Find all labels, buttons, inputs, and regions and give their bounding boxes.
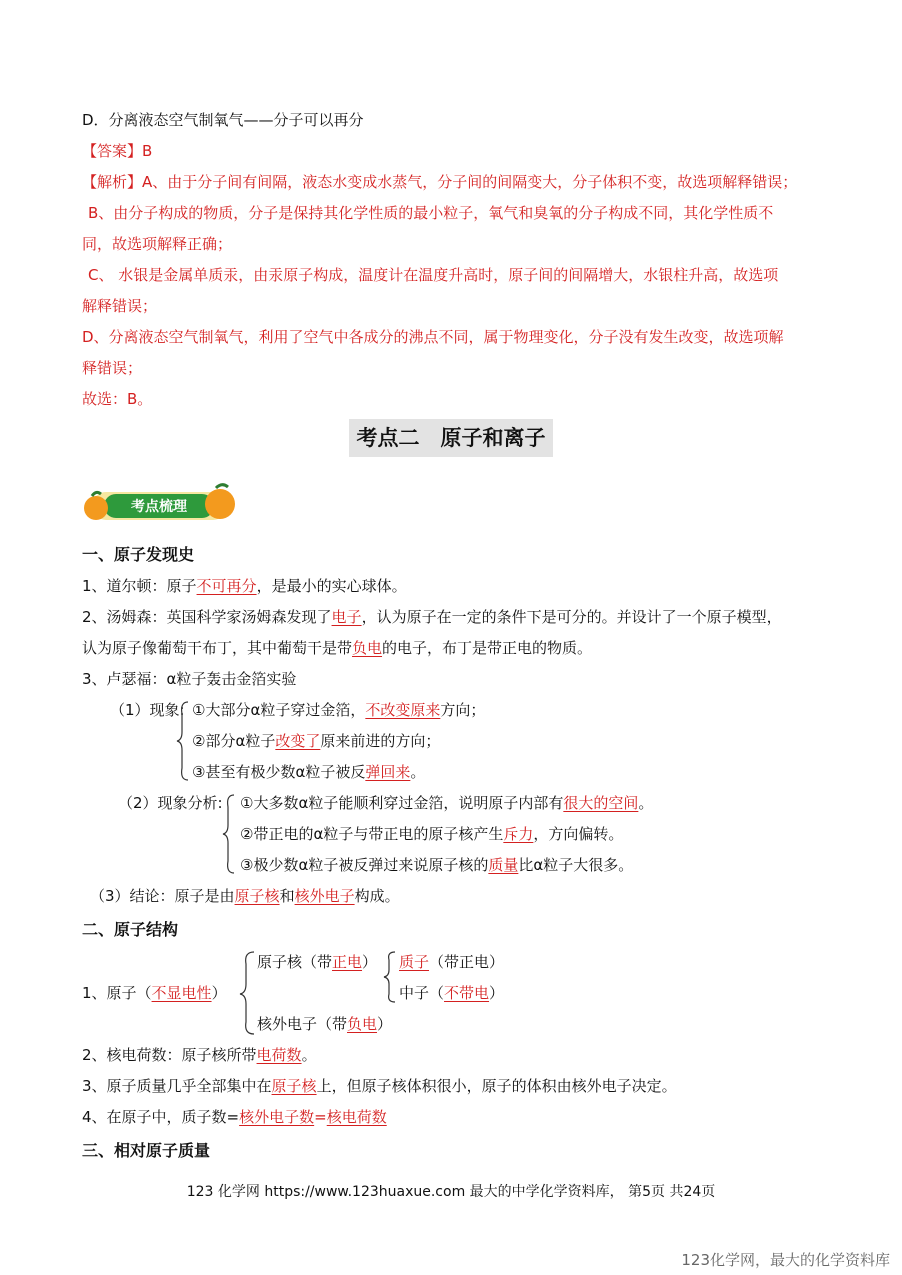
charge-line <box>82 1045 317 1065</box>
analysis-1 <box>240 793 653 813</box>
analysis-d2: 释错误； <box>82 359 143 377</box>
thomson2-post: 的电子，布丁是带正电的物质。 <box>382 639 593 657</box>
phenomena-brace <box>176 700 190 782</box>
analysis-3 <box>240 855 633 875</box>
neutron-pre: 中子（ <box>399 984 445 1002</box>
heading-structure: 二、原子结构 <box>82 920 179 939</box>
electron-line <box>257 1014 392 1034</box>
mass-post: 上，但原子核体积很小，原子的体积由核外电子决定。 <box>316 1077 677 1095</box>
nucleus-answer: 正电 <box>332 953 363 971</box>
charge-post: 。 <box>301 1046 317 1064</box>
ana1-answer: 很大的空间 <box>563 794 639 812</box>
ana3-pre: ③极少数α粒子被反弹过来说原子核的 <box>240 856 489 874</box>
answer-label: 【答案】 <box>82 142 143 160</box>
phen2-answer: 改变了 <box>275 732 321 750</box>
heading-history: 一、原子发现史 <box>82 545 195 564</box>
section-title: 考点二 原子和离子 <box>349 419 553 457</box>
phen2-post: 原来前进的方向； <box>320 732 441 750</box>
badge-label: 考点梳理 <box>131 499 187 515</box>
conclusion-line <box>90 886 400 906</box>
thomson-line-1 <box>82 607 782 627</box>
nucleus-post: ） <box>362 953 378 971</box>
analysis-2 <box>240 824 623 844</box>
charge-answer: 电荷数 <box>256 1046 302 1064</box>
electron-pre: 核外电子（带 <box>257 1015 348 1033</box>
phenomenon-2 <box>192 731 440 751</box>
ana1-pre: ①大多数α粒子能顺利穿过金箔，说明原子内部有 <box>240 794 564 812</box>
analysis-a <box>82 172 797 192</box>
thomson1-pre: 2、汤姆森：英国科学家汤姆森发现了 <box>82 608 332 626</box>
analysis-b1: B、由分子构成的物质，分子是保持其化学性质的最小粒子，氧气和臭氧的分子构成不同，其化学性质不 <box>88 204 774 222</box>
electron-answer: 负电 <box>347 1015 378 1033</box>
badge-graphic <box>82 482 237 526</box>
atom-answer: 不显电性 <box>151 984 212 1002</box>
nucleus-pre: 原子核（带 <box>257 953 333 971</box>
concl-answer-2: 核外电子 <box>294 887 355 905</box>
thomson2-answer: 负电 <box>352 639 383 657</box>
nucleus-brace <box>383 950 397 1004</box>
phen3-post: 。 <box>410 763 426 781</box>
phen1-pre: ①大部分α粒子穿过金箔， <box>192 701 366 719</box>
thomson2-pre: 认为原子像葡萄干布丁，其中葡萄干是带 <box>82 639 353 657</box>
ana2-answer: 斥力 <box>503 825 534 843</box>
equality-line <box>82 1107 387 1127</box>
phenomenon-1 <box>192 700 485 720</box>
topic-badge <box>82 482 237 526</box>
analysis-sub-label: （2）现象分析: <box>118 794 223 812</box>
phen3-answer: 弹回来 <box>365 763 411 781</box>
ana2-pre: ②带正电的α粒子与带正电的原子核产生 <box>240 825 504 843</box>
ana3-answer: 质量 <box>488 856 519 874</box>
phen2-pre: ②部分α粒子 <box>192 732 276 750</box>
watermark: 123化学网，最大的化学资料库 <box>681 1251 890 1269</box>
analysis-c1: C、 水银是金属单质汞，由汞原子构成，温度计在温度升高时，原子间的间隔增大，水银柱升高，故选项 <box>88 266 779 284</box>
analysis-a-text: A、由于分子间有间隔，液态水变成水蒸气，分子间的间隔变大，分子体积不变，故选项解释错误； <box>142 173 798 191</box>
answer-line <box>82 141 152 161</box>
phenomenon-3 <box>192 762 425 782</box>
orange-icon <box>84 496 108 520</box>
mass-pre: 3、原子质量几乎全部集中在 <box>82 1077 272 1095</box>
eq-mid: = <box>314 1108 327 1126</box>
thomson-line-2 <box>82 638 592 658</box>
option-d: D．分离液态空气制氧气——分子可以再分 <box>82 111 364 129</box>
phen3-pre: ③甚至有极少数α粒子被反 <box>192 763 366 781</box>
thomson1-post: ，认为原子在一定的条件下是可分的。并设计了一个原子模型， <box>361 608 782 626</box>
concl-answer-1: 原子核 <box>234 887 280 905</box>
answer-value: B <box>142 142 153 160</box>
analysis-label: 【解析】 <box>82 173 143 191</box>
mass-answer: 原子核 <box>271 1077 317 1095</box>
neutron-post: ） <box>489 984 505 1002</box>
thomson1-answer: 电子 <box>331 608 362 626</box>
atom-label <box>82 983 227 1003</box>
analysis-conclusion: 故选：B。 <box>82 390 153 408</box>
analysis-brace <box>222 793 236 875</box>
orange-icon <box>205 489 235 519</box>
phenomena-label: （1）现象: <box>110 701 185 719</box>
proton-line <box>399 952 504 972</box>
phen1-answer: 不改变原来 <box>365 701 441 719</box>
ana2-post: ，方向偏转。 <box>533 825 624 843</box>
ana1-post: 。 <box>638 794 654 812</box>
heading-relative-mass: 三、相对原子质量 <box>82 1141 211 1160</box>
neutron-line <box>399 983 504 1003</box>
analysis-c2: 解释错误； <box>82 297 158 315</box>
dalton-post: ，是最小的实心球体。 <box>256 577 407 595</box>
nucleus-line <box>257 952 377 972</box>
phen1-post: 方向； <box>440 701 486 719</box>
page-footer: 123 化学网 https://www.123huaxue.com 最大的中学化学资料库， 第5页 共24页 <box>186 1184 716 1200</box>
analysis-b2: 同，故选项解释正确； <box>82 235 233 253</box>
concl-post: 构成。 <box>354 887 400 905</box>
rutherford-line: 3、卢瑟福：α粒子轰击金箔实验 <box>82 670 297 688</box>
charge-pre: 2、核电荷数：原子核所带 <box>82 1046 257 1064</box>
neutron-answer: 不带电 <box>444 984 490 1002</box>
proton-post: （带正电） <box>429 953 505 971</box>
atom-post: ） <box>211 984 227 1002</box>
electron-post: ） <box>377 1015 393 1033</box>
concl-mid: 和 <box>279 887 295 905</box>
dalton-answer: 不可再分 <box>196 577 257 595</box>
eq-answer-2: 核电荷数 <box>326 1108 387 1126</box>
concl-pre: （3）结论：原子是由 <box>90 887 235 905</box>
proton-answer: 质子 <box>399 953 430 971</box>
ana3-post: 比α粒子大很多。 <box>518 856 634 874</box>
atom-brace <box>238 950 256 1036</box>
dalton-line <box>82 576 407 596</box>
mass-line <box>82 1076 677 1096</box>
atom-pre: 1、原子（ <box>82 984 152 1002</box>
dalton-pre: 1、道尔顿：原子 <box>82 577 197 595</box>
eq-pre: 4、在原子中，质子数= <box>82 1108 240 1126</box>
analysis-d1: D、分离液态空气制氧气，利用了空气中各成分的沸点不同，属于物理变化，分子没有发生改变，故选项解 <box>82 328 784 346</box>
eq-answer-1: 核外电子数 <box>239 1108 315 1126</box>
